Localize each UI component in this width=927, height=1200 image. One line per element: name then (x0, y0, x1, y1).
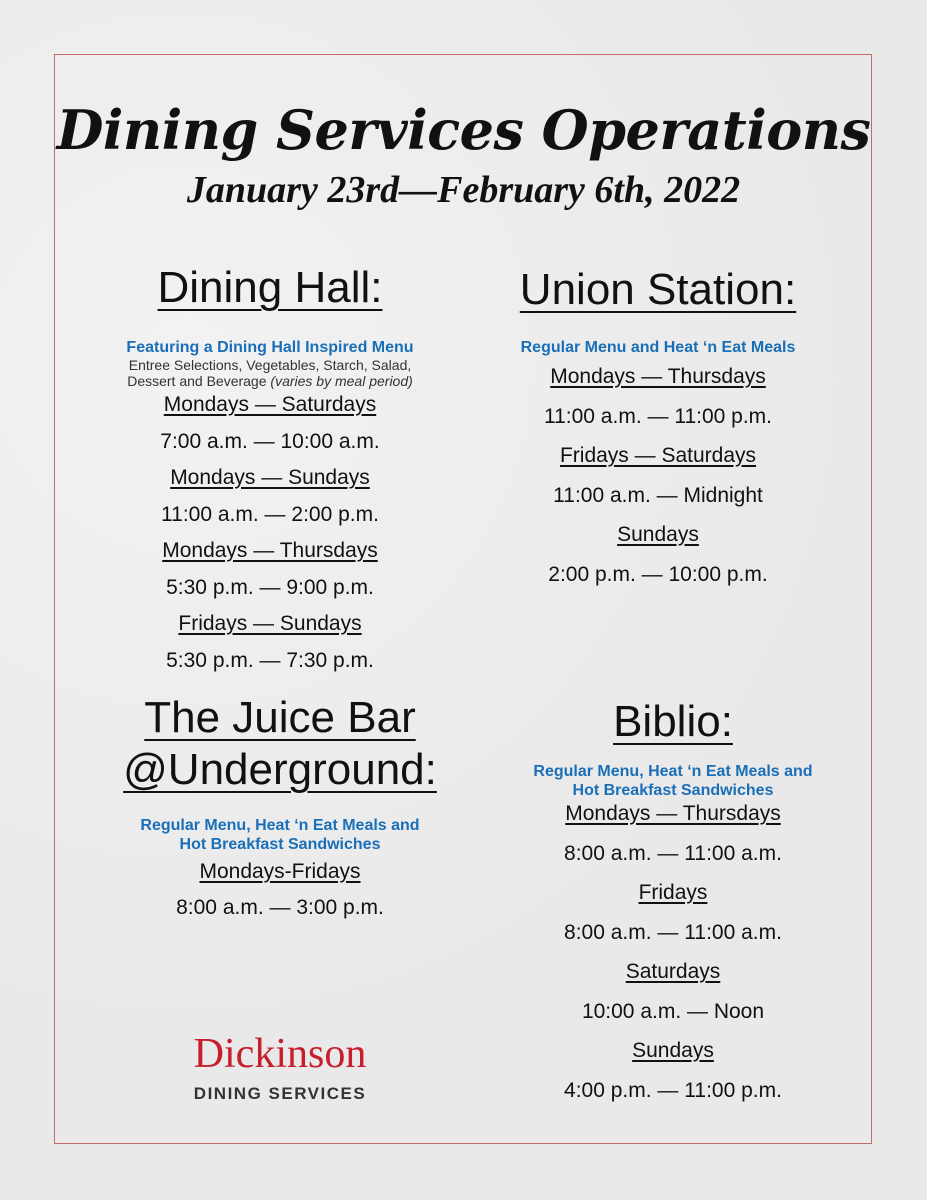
schedule-time: 11:00 a.m. — 2:00 p.m. (161, 502, 379, 526)
schedule-days: Mondays — Thursdays (162, 539, 378, 562)
page-title: Dining Services Operations (56, 98, 871, 162)
schedule-days: Sundays (632, 1039, 714, 1062)
schedule-days: Sundays (617, 523, 699, 546)
date-range: January 23rd—February 6th, 2022 (186, 169, 741, 211)
union-station-heading: Union Station: (519, 265, 797, 314)
biblio-tagline-line2: Hot Breakfast Sandwiches (572, 782, 774, 799)
union-station-section (468, 264, 848, 594)
schedule-time: 10:00 a.m. — Noon (581, 999, 765, 1023)
schedule-time: 11:00 a.m. — 11:00 p.m. (543, 404, 772, 428)
schedule-time: 8:00 a.m. — 11:00 a.m. (564, 841, 782, 865)
biblio-heading: Biblio: (613, 697, 733, 746)
dining-hall-tagline: Featuring a Dining Hall Inspired Menu (126, 339, 414, 356)
schedule-days: Mondays — Thursdays (550, 365, 766, 388)
dining-hall-desc-line1: Entree Selections, Vegetables, Starch, Salad, (128, 357, 412, 373)
dickinson-logo (140, 1030, 420, 1104)
logo-name: Dickinson (193, 1031, 367, 1077)
schedule-days: Fridays — Saturdays (559, 444, 757, 467)
schedule-time: 8:00 a.m. — 11:00 a.m. (564, 920, 782, 944)
schedule-time: 11:00 a.m. — Midnight (553, 483, 763, 507)
schedule-days: Fridays (638, 881, 708, 904)
schedule-time: 5:30 p.m. — 9:00 p.m. (166, 575, 374, 599)
schedule-time: 2:00 p.m. — 10:00 p.m. (548, 562, 768, 586)
schedule-time: 5:30 p.m. — 7:30 p.m. (166, 648, 374, 672)
schedule-days: Mondays — Thursdays (565, 802, 781, 825)
logo-subtitle: DINING SERVICES (193, 1084, 367, 1103)
schedule-time: 4:00 p.m. — 11:00 p.m. (564, 1078, 782, 1102)
union-station-tagline: Regular Menu and Heat ‘n Eat Meals (520, 339, 796, 356)
juice-bar-heading-line2: @Underground: (123, 745, 437, 794)
juice-bar-tagline-line1: Regular Menu, Heat ‘n Eat Meals and (140, 817, 420, 834)
biblio-section (488, 696, 858, 1110)
dining-hall-desc-note: (varies by meal period) (270, 373, 413, 389)
dining-hall-desc-line2: Dessert and Beverage (varies by meal period) (127, 373, 413, 389)
schedule-time: 7:00 a.m. — 10:00 a.m. (160, 429, 380, 453)
schedule-days: Mondays — Saturdays (163, 393, 377, 416)
juice-bar-section (80, 692, 480, 926)
juice-bar-heading-line1: The Juice Bar (144, 693, 416, 742)
schedule-days: Mondays — Sundays (170, 466, 370, 489)
biblio-tagline-line1: Regular Menu, Heat ‘n Eat Meals and (533, 763, 813, 780)
dining-hall-heading: Dining Hall: (157, 263, 383, 312)
juice-bar-tagline-line2: Hot Breakfast Sandwiches (179, 836, 381, 853)
schedule-days: Saturdays (625, 960, 721, 983)
dining-hall-section (80, 262, 460, 679)
schedule-days: Mondays-Fridays (199, 860, 361, 883)
schedule-days: Fridays — Sundays (178, 612, 362, 635)
schedule-time: 8:00 a.m. — 3:00 p.m. (176, 896, 384, 919)
